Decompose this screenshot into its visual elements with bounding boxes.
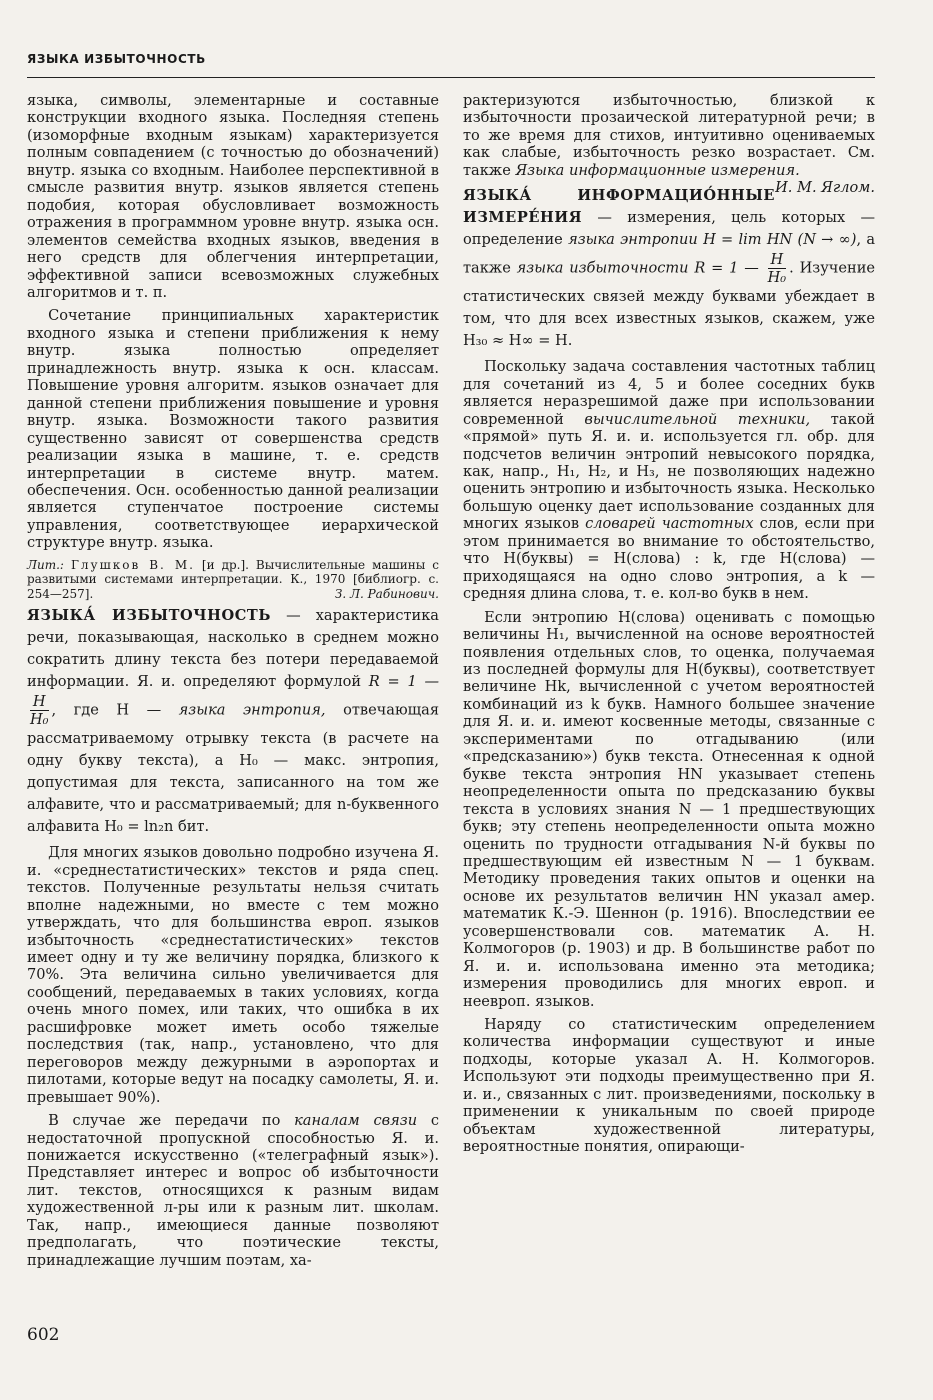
right-column [463, 92, 875, 1162]
author-signature: И. М. Яглом. [775, 179, 875, 197]
running-header: ЯЗЫКА ИЗБЫТОЧНОСТЬ [27, 52, 206, 66]
text-span: такой «прямой» путь Я. и. и. используется гл. обр. для подсчетов величин энтропий невысокого порядка, как, напр., H₁, H₂, и H₃, не позволяющих надежно оценить энтропию и избыточность языка. Несколько большую оценку дает использование созданных для многих языков [463, 410, 875, 533]
cross-reference-link[interactable]: вычислительной техники, [584, 410, 811, 428]
entry-paragraph [463, 185, 875, 352]
lit-author: Глушков В. М. [70, 557, 195, 572]
text-span: Поскольку задача составления частотных таблиц для сочетаний из 4, 5 и более соседних букв является неразрешимой даже при использовании современной [463, 358, 875, 428]
entry-definition: — характеристика речи, показывающая, насколько в среднем можно сократить длину текста без потери передаваемой информации. Я. и. определяют [27, 607, 439, 691]
entry-title: ЯЗЫКА́ ИЗБЫТОЧНОСТЬ [27, 607, 271, 625]
lit-text: [и др.]. Вычислительные машины с развитыми системами интерпретации. К., 1970 [библиогр. с. 254—257]. [27, 557, 439, 601]
paragraph [27, 1112, 439, 1269]
text-span: В случае же передачи по [48, 1112, 295, 1130]
entry-title: ЯЗЫКА́ ИНФОРМАЦИО́ННЫЕ ИЗМЕРЕ́НИЯ [463, 187, 776, 227]
text-span: рактеризуются избыточностью, близкой к избыточности прозаической литературной речи; в то же время для стихов, интуитивно оцениваемых как слабые, избыточность резко возрастает. См. также [463, 92, 875, 179]
paragraph [463, 92, 875, 197]
cross-reference-link[interactable]: Языка информационные измерения. [515, 161, 800, 179]
entry-paragraph [27, 605, 439, 838]
page-number: 602 [27, 1325, 60, 1345]
formula-lhs: R = 1 — [694, 259, 759, 277]
paragraph: Если энтропию H(слова) оценивать с помощью величины H₁, вычисленной на основе вероятностей появления отдельных слов, то оценка, получаемая из последней формулы для H(буквы), соответствует величине Hk, вычисленной с учетом вероятностей комбинаций из k букв. Намного большее значение для Я. и. и. имеют косвенные методы, связанные с экспериментами по отгадыванию (или «предсказанию») букв текста. Отнесенная к одной букве текста энтропия HN указывает степень неопределенности опыта по предсказанию буквы текста в условиях знания N — 1 предшествующих букв; эту степень неопределенности опыта можно оценить по трудности отгадывания N-й буквы по предшествующим ей известным N — 1 буквам. Методику проведения таких опытов и оценки на основе их результатов величин HN указал амер. математик К.-Э. Шеннон (р. 1916). Впоследствии ее усовершенствовали сов. математик А. Н. Колмогоров (р. 1903) и др. В большинстве работ по Я. и. и. использована именно эта методика; измерения проводились для многих европ. и неевроп. языков. [463, 608, 875, 1010]
cross-reference-link[interactable]: языка энтропии [568, 231, 698, 249]
fraction-denominator: H₀ [30, 711, 49, 729]
entry-definition: — измерения, цель которых — определение [463, 209, 875, 249]
text-span: с недостаточной пропускной способностью Я. и. понижается искусственно («телеграфный язык»). Представляет интерес и вопрос об избыточности лит. текстов, относящихся к разным видам художественной л-ры или к разным лит. школам. Так, напр., имеющиеся данные позволяют предполагать, что поэтические тексты, принадлежащие лучшим поэтам, ха- [27, 1112, 439, 1269]
formula-explanation: отвечающая рассматриваемому отрывку текста (в расчете на одну букву текста), а H₀ — макс. энтропия, допустимая для текста, записанного на том же алфавите, что и рассматриваемый; для n-буквенного алфавита H₀ = ln₂n бит. [27, 701, 440, 836]
formula-fraction [768, 251, 787, 286]
formula-text: , где H — [51, 701, 162, 719]
header-rule [27, 77, 875, 78]
fraction-denominator: H₀ [767, 269, 787, 287]
literature-reference [27, 558, 439, 602]
paragraph: Сочетание принципиальных характеристик входного языка и степени приближения к нему внутр. языка полностью определяет принадлежность внутр. языка к осн. классам. Повышение уровня алгоритм. языков означает для данной степени приближения повышение и уровня внутр. языка. Возможности такого развития существенно зависят от совершенства средств реализации языка в машине, т. е. средств интерпретации в системе внутр. матем. обеспечения. Осн. особенностью данной реализации является ступенчатое построение системы управления, соответствующее иерархической структуре внутр. языка. [27, 307, 439, 552]
left-column [27, 92, 439, 1275]
text-span: . Изучение статистических связей между буквами убеждает в том, что для всех известных языков, скажем, уже H₃₀ ≈ H∞ = H. [463, 259, 875, 350]
cross-reference-link[interactable]: словарей частотных [585, 515, 754, 533]
paragraph: языка, символы, элементарные и составные конструкции входного языка. Последняя степень (изоморфные входным языкам) характеризуется полным совпадением (с точностью до обозначений) внутр. языка со входным. Наиболее перспективной в смысле развития внутр. языков является степень подобия, которая обусловливает возможность отражения в программном уровне внутр. языка осн. элементов семейства входных языков, введения в него средств для облегчения интерпретации, эффективной записи всевозможных служебных алгоритмов и т. п. [27, 92, 439, 301]
formula-intro: формулой [284, 673, 362, 691]
paragraph: Для многих языков довольно подробно изучена Я. и. «среднестатистических» текстов и ряда спец. текстов. Полученные результаты нельзя считать вполне надежными, но вместе с тем можно утверждать, что для большинства европ. языков избыточность «среднестатистических» текстов имеет одну и ту же величину порядка, близкого к 70%. Эта величина сильно увеличивается для сообщений, передаваемых в таких условиях, когда очень много помех, или таких, что ошибка в их расшифровке может иметь особо тяжелые последствия (так, напр., установлено, что для переговоров между дежурными в аэропортах и пилотами, которые ведут на посадку самолеты, Я. и. превышает 90%). [27, 844, 439, 1106]
author-signature: З. Л. Рабинович. [334, 586, 439, 601]
text-span: слов, если при этом принимается во внимание то обстоятельство, что H(буквы) = H(слова) : k, где H(слова) — приходящаяся на одно слово энтропия, а k — средняя длина слова, т. е. кол-во букв в нем. [463, 515, 875, 603]
cross-reference-link[interactable]: каналам связи [294, 1112, 418, 1130]
paragraph [463, 358, 875, 602]
formula-fraction [30, 693, 49, 728]
cross-reference-link[interactable]: языка избыточности [516, 259, 689, 277]
fraction-numerator: H [30, 693, 49, 711]
fraction-numerator: H [768, 251, 787, 269]
lit-label: Лит.: [27, 557, 64, 572]
formula-lhs: R = 1 — [368, 673, 440, 691]
text-span: , а также [463, 231, 875, 277]
formula-inline: H = lim HN (N → ∞) [703, 231, 857, 249]
paragraph: Наряду со статистическим определением количества информации существуют и иные подходы, которые указал А. Н. Колмогоров. Используют эти подходы преимущественно при Я. и. и., связанных с лит. произведениями, поскольку в применении к уникальным по своей природе объектам художественной литературы, вероятностные понятия, опирающи- [463, 1016, 875, 1156]
cross-reference-link[interactable]: языка энтропия, [178, 701, 326, 719]
